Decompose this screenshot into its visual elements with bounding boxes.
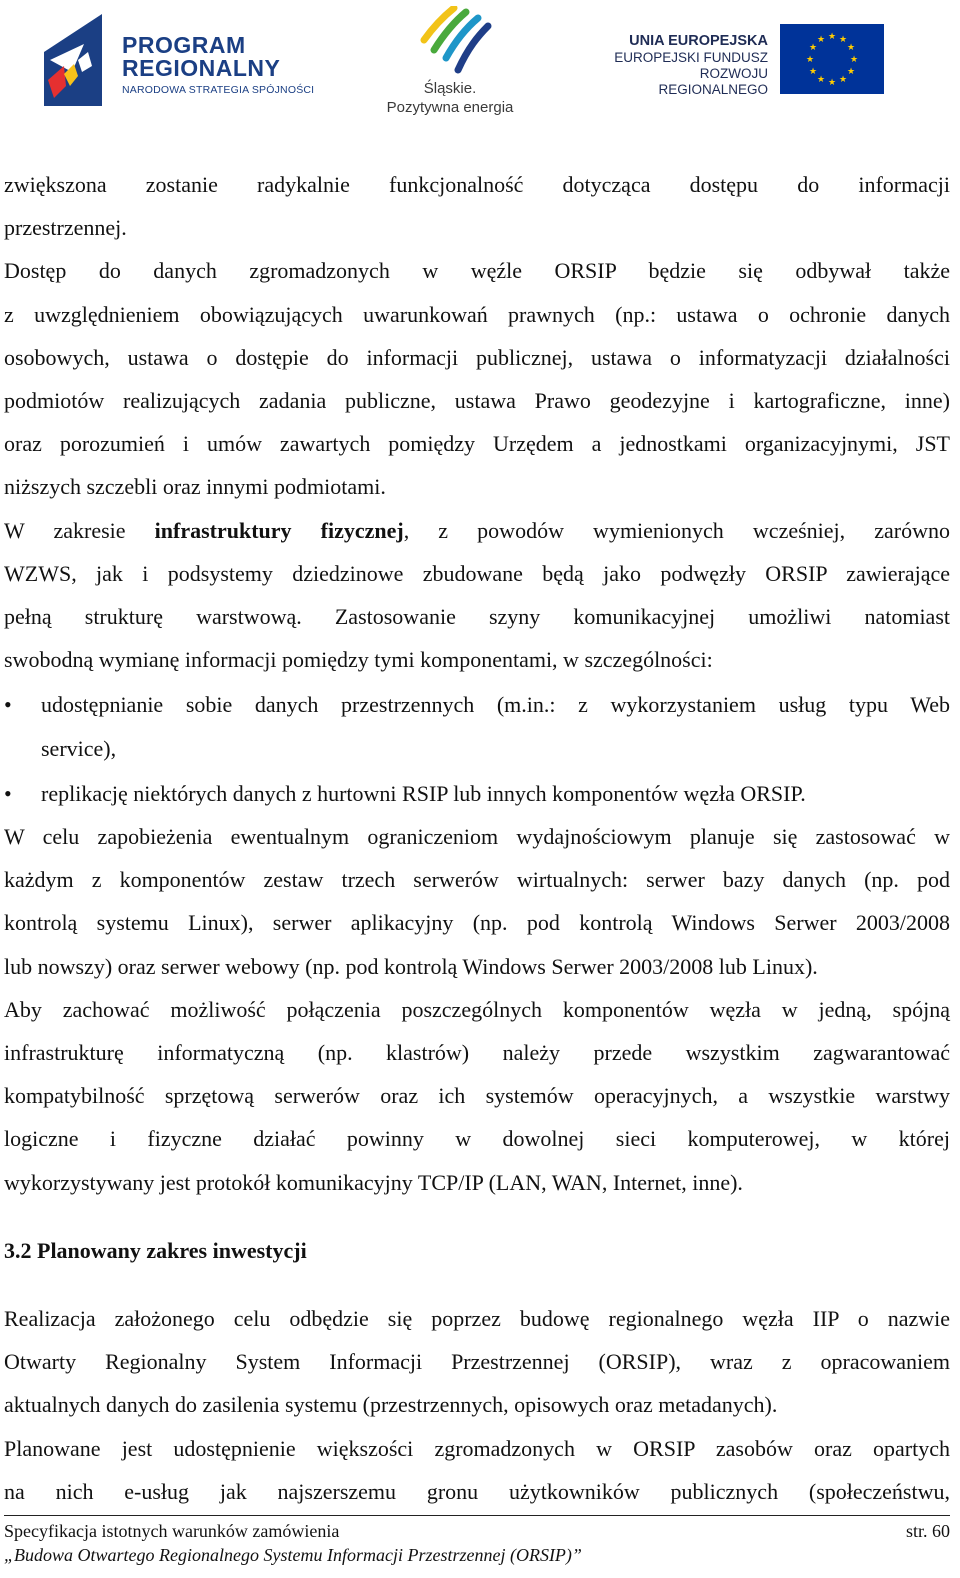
svg-text:★: ★ bbox=[816, 35, 826, 45]
text-line: każdym z komponentów zestaw trzech serwerów wirtualnych: serwer bazy danych (np. pod bbox=[4, 867, 950, 893]
text-run: , z powodów wymienionych wcześniej, zarówno bbox=[403, 517, 950, 543]
program-logo-line2: REGIONALNY bbox=[122, 55, 281, 81]
text-line: W celu zapobieżenia ewentualnym ograniczeniom wydajnościowym planuje się zastosować w bbox=[4, 824, 950, 850]
paragraph-2 bbox=[4, 249, 950, 508]
program-regionalny-text bbox=[122, 34, 314, 98]
program-regionalny-logo bbox=[44, 14, 334, 106]
eu-line3: ROZWOJU REGIONALNEGO bbox=[658, 66, 768, 97]
slaskie-name: Śląskie. bbox=[423, 80, 477, 97]
eu-logo bbox=[588, 22, 888, 96]
paragraph-5 bbox=[4, 988, 950, 1204]
text-line: udostępnianie sobie danych przestrzennych (m.in.: z wykorzystaniem usług typu Web bbox=[41, 692, 950, 718]
paragraph-4 bbox=[4, 815, 950, 988]
text-line: na nich e-usług jak najszerszemu gronu użytkowników publicznych (społeczeństwu, bbox=[4, 1478, 950, 1504]
text-line: kontrolą systemu Linux), serwer aplikacyjny (np. pod kontrolą Windows Serwer 2003/2008 bbox=[4, 910, 950, 936]
text-line: oraz porozumień i umów zawartych pomiędzy Urzędem a jednostkami organizacyjnymi, JST bbox=[4, 431, 950, 457]
svg-text:★: ★ bbox=[827, 32, 837, 42]
svg-text:★: ★ bbox=[838, 35, 848, 45]
text-line: swobodną wymianę informacji pomiędzy tymi komponentami, w szczególności: bbox=[4, 647, 713, 673]
paragraph-1 bbox=[4, 163, 950, 249]
eu-flag-icon bbox=[780, 24, 884, 94]
bullet-list bbox=[4, 683, 950, 815]
text-line: WZWS, jak i podsystemy dziedzinowe zbudowane będą jako podwęzły ORSIP zawierające bbox=[4, 560, 950, 586]
paragraph-7 bbox=[4, 1427, 950, 1513]
list-item bbox=[4, 683, 950, 769]
text-line: zwiększona zostanie radykalnie funkcjonalność dotycząca dostępu do informacji bbox=[4, 172, 950, 197]
text-line: kompatybilność sprzętową serwerów oraz ich systemów operacyjnych, a wszystkie warstwy bbox=[4, 1083, 950, 1109]
svg-text:★: ★ bbox=[816, 75, 826, 85]
svg-text:★: ★ bbox=[808, 43, 818, 53]
slaskie-logo bbox=[380, 6, 520, 118]
eu-line2: EUROPEJSKI FUNDUSZ bbox=[614, 50, 768, 65]
text-line: Otwarty Regionalny System Informacji Przestrzennej (ORSIP), wraz z opracowaniem bbox=[4, 1349, 950, 1375]
text-run: W zakresie bbox=[4, 517, 155, 543]
page-footer bbox=[4, 1515, 950, 1565]
text-line: Dostęp do danych zgromadzonych w węźle ORSIP będzie się odbywał także bbox=[4, 258, 950, 284]
text-line: logiczne i fizyczne działać powinny w dowolnej sieci komputerowej, w której bbox=[4, 1126, 950, 1152]
bullet-icon: • bbox=[4, 692, 12, 718]
footer-document-name: Specyfikacja istotnych warunków zamówienia bbox=[4, 1521, 340, 1541]
svg-text:★: ★ bbox=[849, 55, 859, 65]
slaskie-tagline: Pozytywna energia bbox=[386, 99, 514, 116]
text-line: Realizacja założonego celu odbędzie się poprzez budowę regionalnego węzła IIP o nazwie bbox=[4, 1306, 950, 1332]
document-body bbox=[4, 163, 950, 1513]
eu-text bbox=[588, 32, 768, 98]
text-line: Planowane jest udostępnienie większości zgromadzonych w ORSIP zasobów oraz opartych bbox=[4, 1435, 950, 1461]
page-header bbox=[0, 0, 960, 130]
svg-text:★: ★ bbox=[827, 78, 837, 88]
text-line: Aby zachować możliwość połączenia poszczególnych komponentów węzła w jedną, spójną bbox=[4, 996, 950, 1022]
bold-term: infrastruktury fizycznej bbox=[154, 517, 404, 543]
text-line: wykorzystywany jest protokół komunikacyjny TCP/IP (LAN, WAN, Internet, inne). bbox=[4, 1169, 743, 1195]
text-line: aktualnych danych do zasilenia systemu (przestrzennych, opisowych oraz metadanych). bbox=[4, 1392, 778, 1418]
svg-text:★: ★ bbox=[846, 67, 856, 77]
program-logo-line1: PROGRAM bbox=[122, 32, 246, 58]
text-line: infrastrukturę informatyczną (np. klastrów) należy przede wszystkim zagwarantować bbox=[4, 1040, 950, 1066]
program-regionalny-emblem-icon bbox=[44, 14, 108, 106]
text-line: lub nowszy) oraz serwer webowy (np. pod kontrolą Windows Serwer 2003/2008 lub Linux). bbox=[4, 953, 818, 979]
text-line: przestrzennej. bbox=[4, 215, 127, 241]
svg-text:★: ★ bbox=[838, 75, 848, 85]
list-item bbox=[4, 772, 950, 815]
eu-line1: UNIA EUROPEJSKA bbox=[629, 33, 768, 49]
text-line: pełną strukturę warstwową. Zastosowanie szyny komunikacyjnej umożliwi natomiast bbox=[4, 604, 950, 630]
svg-text:★: ★ bbox=[805, 55, 815, 65]
paragraph-6 bbox=[4, 1297, 950, 1427]
text-line: replikację niektórych danych z hurtowni RSIP lub innych komponentów węzła ORSIP. bbox=[41, 780, 806, 806]
program-logo-line3: NARODOWA STRATEGIA SPÓJNOŚCI bbox=[122, 84, 315, 96]
text-line bbox=[4, 509, 950, 552]
text-line: z uwzględnieniem obowiązujących uwarunkowań prawnych (np.: ustawa o ochronie danych bbox=[4, 301, 950, 327]
text-line: podmiotów realizujących zadania publiczne, ustawa Prawo geodezyjne i kartograficzne, inne) bbox=[4, 388, 950, 414]
text-line: osobowych, ustawa o dostępie do informacji publicznej, ustawa o informatyzacji działalności bbox=[4, 344, 950, 370]
section-heading: 3.2 Planowany zakres inwestycji bbox=[4, 1237, 307, 1263]
footer-row bbox=[4, 1516, 950, 1541]
text-line: niższych szczebli oraz innymi podmiotami. bbox=[4, 474, 386, 500]
page-number: str. 60 bbox=[905, 1521, 950, 1541]
svg-text:★: ★ bbox=[808, 67, 818, 77]
text-line: service), bbox=[41, 735, 117, 761]
paragraph-3 bbox=[4, 509, 950, 682]
svg-text:★: ★ bbox=[846, 43, 856, 53]
bullet-icon: • bbox=[4, 780, 12, 806]
slaskie-waves-icon bbox=[408, 6, 492, 76]
footer-project-title: „Budowa Otwartego Regionalnego Systemu Informacji Przestrzennej (ORSIP)” bbox=[4, 1545, 582, 1565]
